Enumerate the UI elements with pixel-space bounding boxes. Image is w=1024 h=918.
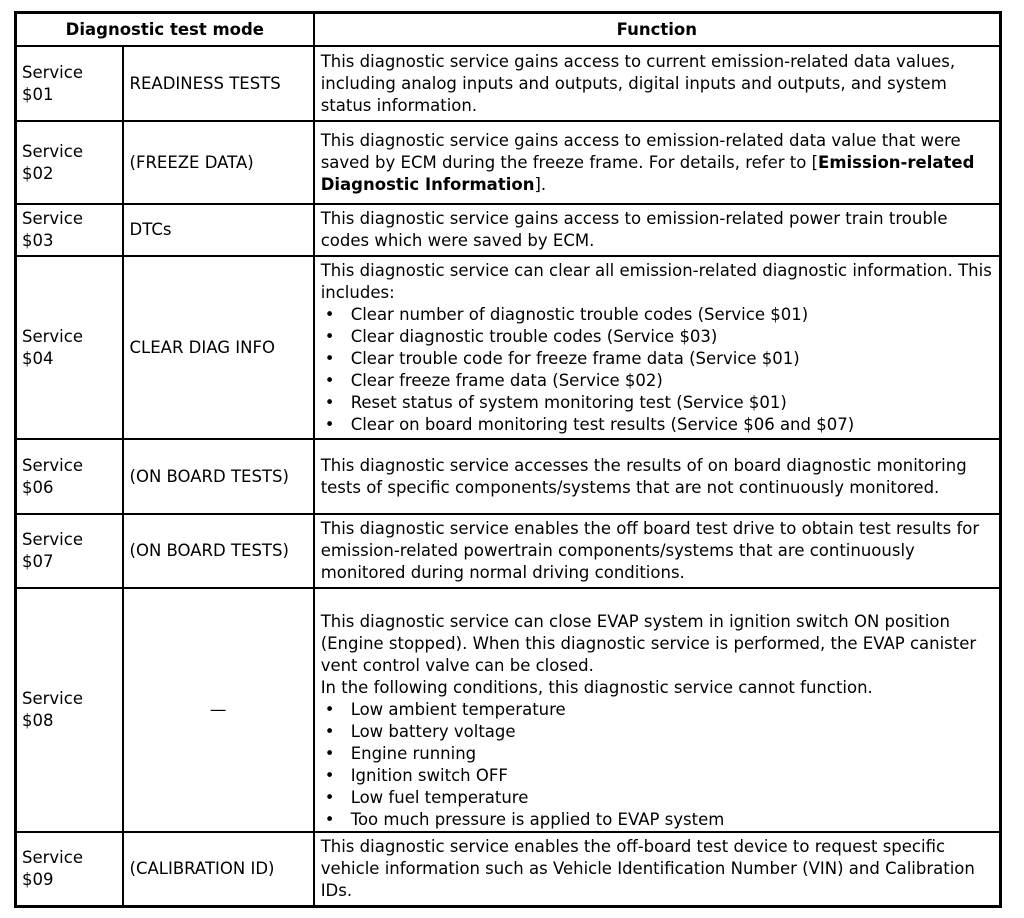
- service-cell: Service $04: [16, 256, 123, 439]
- table-row: [16, 256, 1001, 439]
- function-cell: [314, 121, 1001, 204]
- diagnostic-test-mode-table: [14, 11, 1002, 908]
- table-row: [16, 832, 1001, 906]
- function-text: This diagnostic service can close EVAP system in ignition switch ON position (Engine stopped). When this diagnostic service is performed, the EVAP canister vent control valve can be closed.: [320, 612, 977, 675]
- bullet-item: • Low battery voltage: [321, 721, 993, 743]
- mode-cell: READINESS TESTS: [123, 46, 314, 121]
- mode-cell: (ON BOARD TESTS): [123, 439, 314, 514]
- mode-cell: CLEAR DIAG INFO: [123, 256, 314, 439]
- function-text: This diagnostic service can clear all emission-related diagnostic information. This includes:: [320, 260, 992, 302]
- function-cell: This diagnostic service gains access to current emission-related data values, including analog inputs and outputs, digital inputs and outputs, and system status information.: [314, 46, 1001, 121]
- function-cell: This diagnostic service accesses the results of on board diagnostic monitoring tests of specific components/systems that are not continuously monitored.: [314, 439, 1001, 514]
- header-function: Function: [314, 13, 1001, 47]
- service-cell: Service $07: [16, 514, 123, 588]
- function-text-2: In the following conditions, this diagnostic service cannot function.: [320, 678, 873, 697]
- service-cell: Service $03: [16, 204, 123, 256]
- function-cell: This diagnostic service enables the off-board test device to request specific vehicle information such as Vehicle Identification Number (VIN) and Calibration IDs.: [314, 832, 1001, 906]
- mode-cell: (ON BOARD TESTS): [123, 514, 314, 588]
- table-row: [16, 588, 1001, 832]
- function-cell: This diagnostic service gains access to emission-related power train trouble codes which were saved by ECM.: [314, 204, 1001, 256]
- table-row: [16, 514, 1001, 588]
- table-row: [16, 121, 1001, 204]
- bullet-item: • Engine running: [321, 743, 993, 765]
- bullet-item: • Low ambient temperature: [321, 699, 993, 721]
- bullet-item: • Too much pressure is applied to EVAP system: [321, 809, 993, 831]
- bullet-item: • Clear diagnostic trouble codes (Service $03): [321, 326, 993, 348]
- header-diagnostic-test-mode: Diagnostic test mode: [16, 13, 314, 47]
- bullet-item: • Low fuel temperature: [321, 787, 993, 809]
- mode-cell: (FREEZE DATA): [123, 121, 314, 204]
- emission-related-diagnostic-information-link[interactable]: Emission-related Diagnostic Information: [320, 152, 975, 194]
- table-header-row: [16, 13, 1001, 47]
- function-cell: [314, 256, 1001, 439]
- function-text: This diagnostic service gains access to emission-related data value that were saved by ECM during the freeze frame. For details, refer to [: [320, 130, 961, 172]
- service-cell: Service $02: [16, 121, 123, 204]
- table-row: [16, 439, 1001, 514]
- service-cell: Service $06: [16, 439, 123, 514]
- mode-cell: —: [123, 588, 314, 832]
- bullet-item: • Clear trouble code for freeze frame data (Service $01): [321, 348, 993, 370]
- mode-cell: DTCs: [123, 204, 314, 256]
- bullet-item: • Reset status of system monitoring test (Service $01): [321, 392, 993, 414]
- bullet-item: • Clear number of diagnostic trouble codes (Service $01): [321, 304, 993, 326]
- bullet-item: • Clear on board monitoring test results (Service $06 and $07): [321, 414, 993, 436]
- service-cell: Service $01: [16, 46, 123, 121]
- function-cell: [314, 588, 1001, 832]
- bullet-item: • Clear freeze frame data (Service $02): [321, 370, 993, 392]
- blank-line: [321, 589, 993, 611]
- mode-cell: (CALIBRATION ID): [123, 832, 314, 906]
- function-cell: This diagnostic service enables the off board test drive to obtain test results for emission-related powertrain components/systems that are continuously monitored during normal driving conditions.: [314, 514, 1001, 588]
- service-cell: Service $09: [16, 832, 123, 906]
- function-text-end: ].: [534, 174, 547, 194]
- service-cell: Service $08: [16, 588, 123, 832]
- bullet-item: • Ignition switch OFF: [321, 765, 993, 787]
- table-row: [16, 46, 1001, 121]
- table-row: [16, 204, 1001, 256]
